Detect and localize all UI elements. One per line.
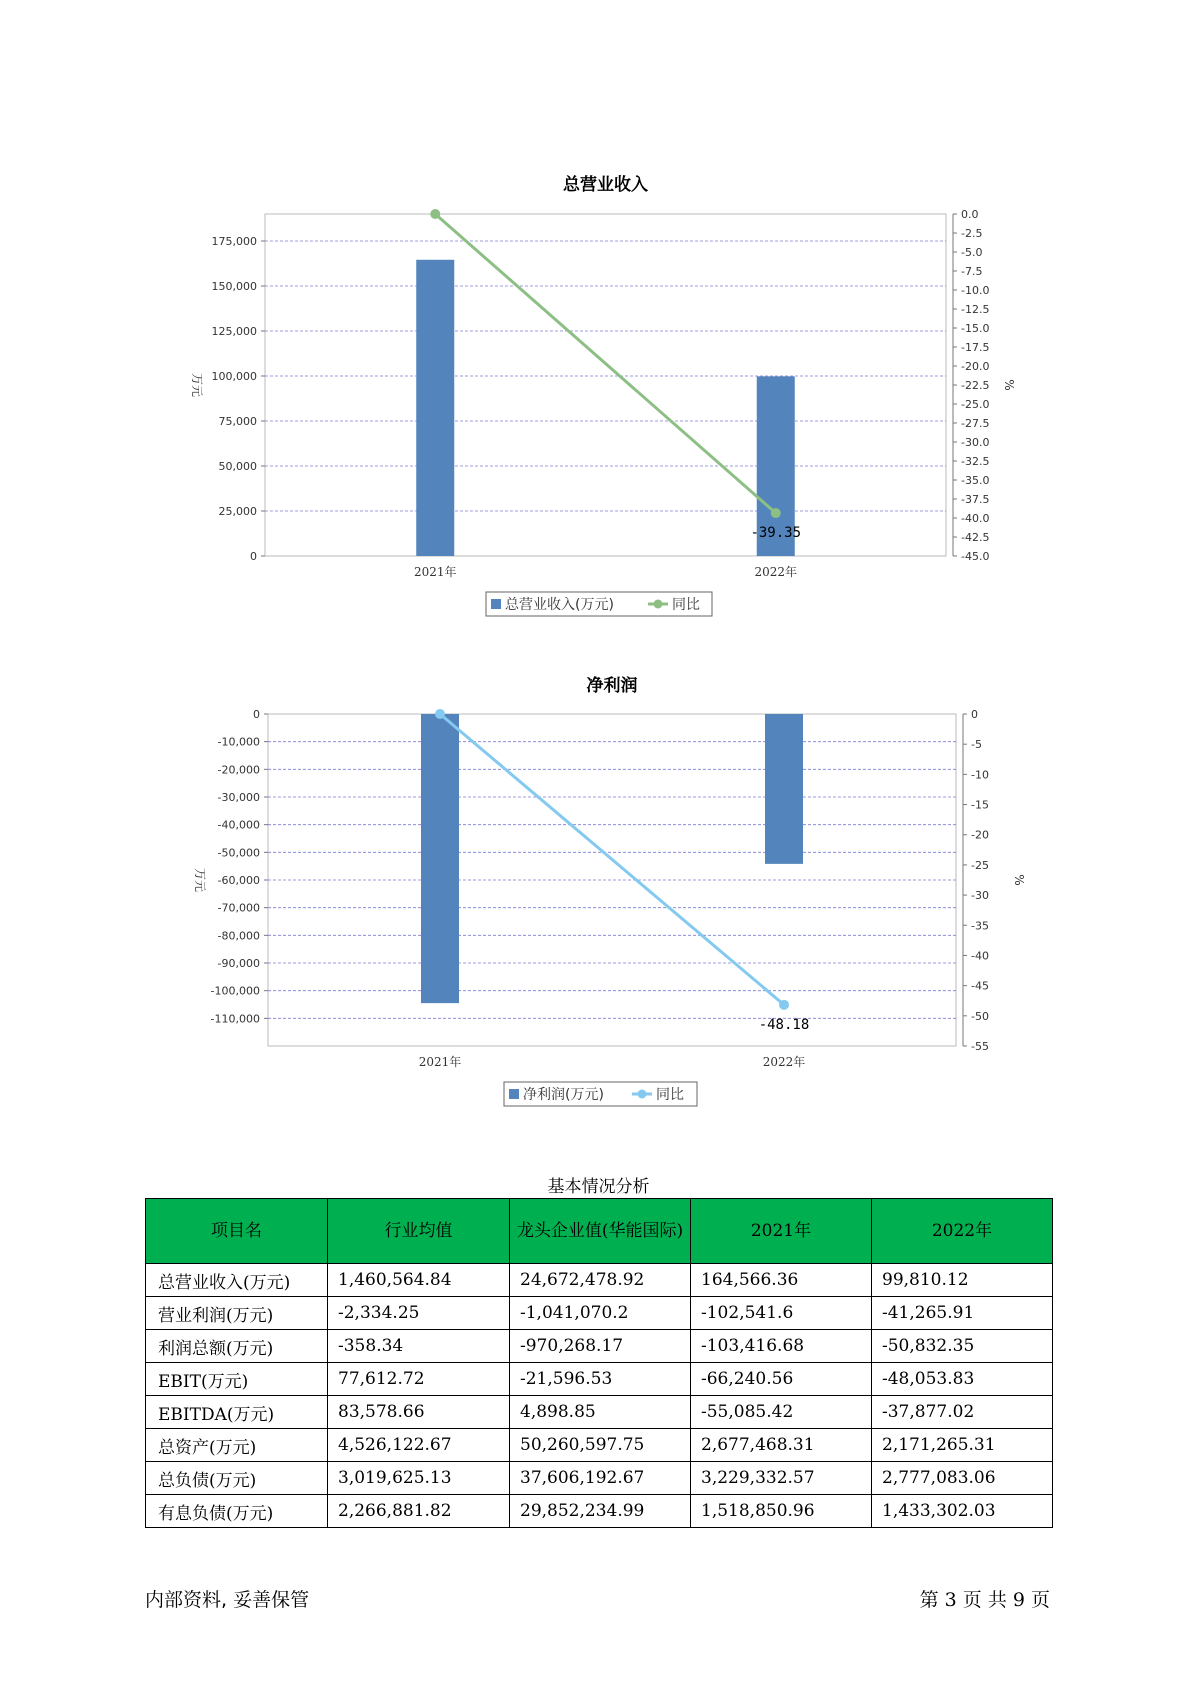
- table-row: [146, 1429, 1053, 1462]
- table-row: [146, 1363, 1053, 1396]
- table-cell: 77,612.72: [328, 1363, 510, 1396]
- left-tick-label: -90,000: [217, 957, 260, 970]
- header-item: 项目名: [146, 1199, 328, 1264]
- plot-frame: [265, 214, 946, 556]
- table-cell: -1,041,070.2: [510, 1297, 691, 1330]
- table-row: [146, 1264, 1053, 1297]
- table-cell: 1,518,850.96: [691, 1495, 872, 1528]
- left-tick-label: 25,000: [218, 505, 257, 518]
- left-axis-label: 万元: [193, 867, 207, 893]
- footer-confidential: 内部资料, 妥善保管: [145, 1589, 310, 1611]
- chart-title: 净利润: [586, 676, 638, 696]
- table-cell: -50,832.35: [872, 1330, 1053, 1363]
- right-tick-label: -15.0: [961, 322, 990, 335]
- table-cell: 1,433,302.03: [872, 1495, 1053, 1528]
- table-cell: -2,334.25: [328, 1297, 510, 1330]
- table-cell: 50,260,597.75: [510, 1429, 691, 1462]
- table-cell: -103,416.68: [691, 1330, 872, 1363]
- right-axis-label: %: [1012, 874, 1026, 886]
- table-row: [146, 1495, 1053, 1528]
- bar: [765, 714, 803, 864]
- yoy-line: [435, 214, 776, 513]
- legend-bar-swatch: [509, 1089, 519, 1099]
- yoy-line: [440, 714, 784, 1005]
- right-tick-label: -30: [971, 889, 989, 903]
- table-cell: 24,672,478.92: [510, 1264, 691, 1297]
- table-caption: 基本情况分析: [547, 1177, 650, 1197]
- left-tick-label: 125,000: [211, 325, 257, 338]
- table-cell: 营业利润(万元): [146, 1297, 328, 1330]
- header-industry-avg: 行业均值: [328, 1199, 510, 1264]
- table-row: [146, 1462, 1053, 1495]
- table-cell: 3,229,332.57: [691, 1462, 872, 1495]
- right-tick-label: -40: [971, 949, 989, 963]
- left-tick-label: 0: [253, 708, 260, 721]
- legend-line-label: 同比: [672, 597, 700, 613]
- right-tick-label: 0: [971, 708, 978, 721]
- revenue-chart-svg: [0, 160, 1191, 630]
- right-tick-label: -32.5: [961, 455, 990, 468]
- header-2021: 2021年: [691, 1199, 872, 1264]
- right-tick-label: -37.5: [961, 493, 990, 506]
- table-header-row: [146, 1199, 1053, 1264]
- legend-bar-label: 总营业收入(万元): [505, 597, 614, 613]
- right-tick-label: -25.0: [961, 398, 990, 411]
- net-profit-chart-svg: [0, 660, 1191, 1130]
- footer-page-number: 第 3 页 共 9 页: [919, 1589, 1050, 1611]
- x-tick-label: 2022年: [762, 1055, 806, 1069]
- right-tick-label: 0.0: [961, 208, 979, 221]
- yoy-point: [430, 209, 440, 219]
- table-cell: EBIT(万元): [146, 1363, 328, 1396]
- left-axis-label: 万元: [190, 372, 204, 398]
- right-axis-label: %: [1002, 379, 1016, 391]
- table-cell: -102,541.6: [691, 1297, 872, 1330]
- left-tick-label: -60,000: [217, 874, 260, 887]
- right-tick-label: -45.0: [961, 550, 990, 563]
- right-tick-label: -27.5: [961, 417, 990, 430]
- right-tick-label: -12.5: [961, 303, 990, 316]
- table-cell: 2,677,468.31: [691, 1429, 872, 1462]
- right-tick-label: -10.0: [961, 284, 990, 297]
- right-tick-label: -5: [971, 738, 982, 752]
- left-tick-label: -10,000: [217, 735, 260, 749]
- table-cell: 29,852,234.99: [510, 1495, 691, 1528]
- yoy-point: [779, 1000, 789, 1010]
- table-cell: 164,566.36: [691, 1264, 872, 1297]
- table-row: [146, 1396, 1053, 1429]
- left-tick-label: 175,000: [211, 235, 257, 248]
- table-cell: EBITDA(万元): [146, 1396, 328, 1429]
- bar: [421, 714, 459, 1003]
- table-cell: 2,171,265.31: [872, 1429, 1053, 1462]
- right-tick-label: -40.0: [961, 512, 990, 525]
- x-tick-label: 2021年: [418, 1055, 462, 1069]
- right-tick-label: -17.5: [961, 341, 990, 354]
- right-tick-label: -55: [971, 1040, 989, 1053]
- x-tick-label: 2021年: [413, 565, 457, 579]
- table-cell: 1,460,564.84: [328, 1264, 510, 1297]
- right-tick-label: -15: [971, 798, 989, 812]
- revenue-chart: [0, 160, 1191, 630]
- data-label: -39.35: [750, 525, 802, 542]
- data-label: -48.18: [758, 1016, 810, 1033]
- chart-title: 总营业收入: [563, 175, 648, 195]
- legend-line-marker: [638, 1090, 647, 1099]
- header-2022: 2022年: [872, 1199, 1053, 1264]
- left-tick-label: -20,000: [217, 763, 260, 777]
- table-cell: -37,877.02: [872, 1396, 1053, 1429]
- table-cell: -66,240.56: [691, 1363, 872, 1396]
- table-cell: 总营业收入(万元): [146, 1264, 328, 1297]
- table-cell: -970,268.17: [510, 1330, 691, 1363]
- right-tick-label: -2.5: [961, 227, 983, 240]
- left-tick-label: 150,000: [211, 280, 257, 293]
- legend-line-marker: [654, 600, 663, 609]
- bar: [416, 260, 454, 556]
- right-tick-label: -30.0: [961, 436, 990, 449]
- yoy-point: [771, 508, 781, 518]
- left-tick-label: 0: [250, 550, 257, 563]
- right-tick-label: -35.0: [961, 474, 990, 487]
- left-tick-label: -40,000: [217, 818, 260, 832]
- table-cell: 利润总额(万元): [146, 1330, 328, 1363]
- left-tick-label: 100,000: [211, 370, 257, 383]
- left-tick-label: -100,000: [210, 984, 260, 998]
- table-cell: -41,265.91: [872, 1297, 1053, 1330]
- left-tick-label: -50,000: [217, 846, 260, 860]
- table-cell: -55,085.42: [691, 1396, 872, 1429]
- right-tick-label: -20.0: [961, 360, 990, 373]
- table-cell: 4,898.85: [510, 1396, 691, 1429]
- table-cell: 有息负债(万元): [146, 1495, 328, 1528]
- right-tick-label: -50: [971, 1009, 989, 1023]
- table-cell: -48,053.83: [872, 1363, 1053, 1396]
- table-row: [146, 1330, 1053, 1363]
- right-tick-label: -5.0: [961, 246, 983, 259]
- table-row: [146, 1297, 1053, 1330]
- right-tick-label: -20: [971, 828, 989, 842]
- header-leader: 龙头企业值(华能国际): [510, 1199, 691, 1264]
- x-tick-label: 2022年: [754, 565, 798, 579]
- table-cell: -358.34: [328, 1330, 510, 1363]
- right-tick-label: -7.5: [961, 265, 983, 278]
- left-tick-label: 50,000: [218, 460, 257, 473]
- right-tick-label: -10: [971, 768, 989, 782]
- table-cell: 4,526,122.67: [328, 1429, 510, 1462]
- right-tick-label: -22.5: [961, 379, 990, 392]
- right-tick-label: -42.5: [961, 531, 990, 544]
- yoy-point: [435, 709, 445, 719]
- legend-line-label: 同比: [656, 1087, 684, 1103]
- legend-bar-swatch: [491, 599, 501, 609]
- table-cell: 2,777,083.06: [872, 1462, 1053, 1495]
- left-tick-label: -30,000: [217, 791, 260, 804]
- table-cell: 总负债(万元): [146, 1462, 328, 1495]
- table-cell: 99,810.12: [872, 1264, 1053, 1297]
- right-tick-label: -25: [971, 858, 989, 872]
- table-cell: 83,578.66: [328, 1396, 510, 1429]
- table-cell: 2,266,881.82: [328, 1495, 510, 1528]
- left-tick-label: -80,000: [217, 929, 260, 943]
- legend-bar-label: 净利润(万元): [523, 1087, 604, 1103]
- table-cell: 3,019,625.13: [328, 1462, 510, 1495]
- basic-analysis-table: [145, 1198, 1053, 1528]
- net-profit-chart: [0, 660, 1191, 1130]
- left-tick-label: -110,000: [210, 1012, 260, 1026]
- left-tick-label: -70,000: [217, 901, 260, 915]
- table-cell: 总资产(万元): [146, 1429, 328, 1462]
- right-tick-label: -45: [971, 979, 989, 993]
- left-tick-label: 75,000: [218, 415, 257, 428]
- table-cell: 37,606,192.67: [510, 1462, 691, 1495]
- plot-frame: [268, 714, 956, 1046]
- table-cell: -21,596.53: [510, 1363, 691, 1396]
- right-tick-label: -35: [971, 919, 989, 933]
